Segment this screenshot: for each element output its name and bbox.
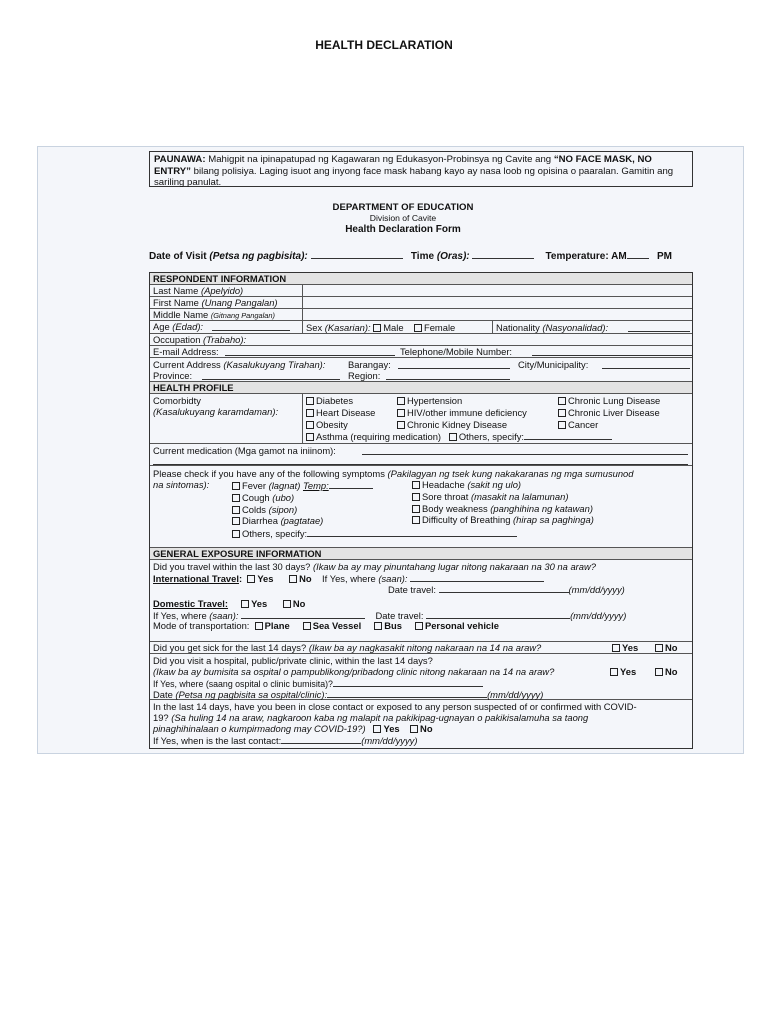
others-field[interactable] — [524, 430, 612, 440]
last-name-label: Last Name (Apelyido) — [153, 285, 244, 296]
comorbidity-label-local: (Kasalukuyang karamdaman): — [153, 406, 279, 417]
sex-group: Sex (Kasarian): Male Female — [306, 322, 456, 333]
nationality-label: Nationality (Nasyonalidad): — [496, 322, 609, 333]
checkbox[interactable] — [655, 644, 663, 652]
contact-no-checkbox[interactable] — [410, 725, 418, 733]
notice-emphasis: “NO FACE MASK, NO ENTRY” — [154, 154, 652, 177]
international-travel-row: International Travel: Yes No If Yes, where (saan): — [153, 572, 544, 584]
org-name: DEPARTMENT OF EDUCATION — [332, 202, 474, 213]
visit-date-label: Date of Visit — [149, 251, 207, 262]
obesity-option[interactable]: Obesity — [306, 419, 612, 431]
checkbox[interactable] — [397, 409, 405, 417]
personal-vehicle-checkbox[interactable] — [415, 622, 423, 630]
symptoms-intro-2: na sintomas): — [153, 479, 210, 490]
diarrhea-option[interactable]: Diarrhea (pagtatae) — [232, 515, 517, 527]
page-title: HEALTH DECLARATION — [315, 38, 453, 52]
hospital-yes-option[interactable]: Yes — [610, 666, 636, 677]
health-section-title: HEALTH PROFILE — [153, 382, 234, 393]
travel-question: Did you travel within the last 30 days? (Ikaw ba ay may pinuntahang lugar nitong nakaraan na 30 na araw? — [153, 561, 596, 572]
hiv-option[interactable]: HIV/other immune deficiency — [397, 407, 527, 419]
hospital-date-row: Date (Petsa ng pagbisita sa ospital/clinic): (mm/dd/yyyy) — [153, 689, 544, 700]
domestic-where-field[interactable] — [241, 609, 365, 619]
medication-label: Current medication (Mga gamot na iniinom): — [153, 445, 336, 456]
intl-where-field[interactable] — [410, 572, 544, 582]
occupation-field[interactable] — [260, 334, 688, 345]
divider — [302, 309, 303, 320]
fever-option[interactable]: Fever (lagnat) Temp: — [232, 479, 517, 492]
contact-exposure-row — [150, 700, 692, 748]
transport-row: Mode of transportation: Plane Sea Vessel Bus Personal vehicle — [153, 620, 499, 631]
contact-question: In the last 14 days, have you been in close contact or exposed to any person suspected of or confirmed with COVID- — [153, 701, 637, 712]
checkbox[interactable] — [558, 397, 566, 405]
region-label: Region: — [348, 370, 381, 381]
checkbox[interactable] — [397, 421, 405, 429]
division-name: Division of Cavite — [369, 213, 437, 223]
travel-row — [150, 560, 692, 642]
lung-disease-option[interactable]: Chronic Lung Disease — [558, 395, 660, 407]
divider — [492, 321, 493, 333]
temperature-label: Temperature: AM — [545, 251, 627, 262]
city-field[interactable] — [602, 359, 690, 369]
comorbidity-col-2 — [397, 395, 527, 430]
hospital-question: Did you visit a hospital, public/private clinic, within the last 14 days? — [153, 655, 433, 666]
form-sheet — [111, 147, 695, 751]
colds-option[interactable]: Colds (sipon) — [232, 504, 517, 516]
exposure-section-title: GENERAL EXPOSURE INFORMATION — [153, 548, 322, 559]
form-title: Health Declaration Form — [345, 224, 461, 235]
last-name-field[interactable] — [306, 285, 686, 296]
visit-row — [149, 249, 672, 263]
checkbox[interactable] — [610, 668, 618, 676]
sick-no-option[interactable]: No — [655, 642, 678, 653]
age-label: Age (Edad): — [153, 321, 204, 332]
cough-option[interactable]: Cough (ubo) — [232, 492, 517, 504]
domestic-travel-row: Domestic Travel: Yes No — [153, 598, 306, 609]
hospital-date-field[interactable] — [327, 688, 487, 698]
domestic-no-checkbox[interactable] — [283, 600, 291, 608]
checkbox[interactable] — [412, 516, 420, 524]
kidney-disease-option[interactable]: Chronic Kidney Disease — [397, 419, 527, 431]
checkbox[interactable] — [306, 421, 314, 429]
last-name-row — [150, 285, 692, 297]
email-field[interactable] — [225, 346, 395, 356]
respondent-section-title: RESPONDENT INFORMATION — [153, 273, 287, 284]
comorbidity-row — [150, 394, 692, 444]
nationality-field[interactable] — [628, 322, 690, 332]
sea-vessel-checkbox[interactable] — [303, 622, 311, 630]
symptoms-col-2 — [412, 479, 594, 526]
intl-yes-checkbox[interactable] — [247, 575, 255, 583]
transport-label: Mode of transportation: — [153, 620, 250, 631]
first-name-field[interactable] — [306, 297, 686, 308]
intl-date-field[interactable] — [439, 583, 569, 593]
divider — [302, 297, 303, 308]
email-label: E-mail Address: — [153, 346, 219, 357]
checkbox[interactable] — [412, 505, 420, 513]
middle-name-field[interactable] — [306, 309, 686, 320]
sick-yes-option[interactable]: Yes — [612, 642, 638, 653]
visit-time-field[interactable] — [472, 249, 534, 259]
diabetes-option[interactable]: Diabetes — [306, 395, 612, 407]
comorbidity-col-3 — [558, 395, 660, 430]
contact-question-3: pinaghihinalaan o kumpirmadong may COVID-19?) Yes No — [153, 723, 433, 734]
first-name-label: First Name (Unang Pangalan) — [153, 297, 278, 308]
liver-disease-option[interactable]: Chronic Liver Disease — [558, 407, 660, 419]
checkbox[interactable] — [612, 644, 620, 652]
hospital-where-row: If Yes, where (saang ospital o clinic bumisita)? — [153, 677, 483, 689]
cancer-option[interactable]: Cancer — [558, 419, 660, 431]
intl-date-row: Date travel: (mm/dd/yyyy) — [388, 584, 625, 595]
breathing-option[interactable]: Difficulty of Breathing (hirap sa paghinga) — [412, 514, 594, 526]
phone-label: Telephone/Mobile Number: — [400, 346, 513, 357]
intl-no-checkbox[interactable] — [289, 575, 297, 583]
hospital-where-field[interactable] — [333, 677, 483, 687]
region-field[interactable] — [386, 370, 510, 380]
barangay-label: Barangay: — [348, 359, 391, 370]
visit-time-label-local: (Oras): — [436, 251, 470, 262]
notice-text-a: Mahigpit na ipinapatupad ng Kagawaran ng Edukasyon-Probinsya ng Cavite ang — [205, 154, 554, 165]
international-travel-label: International Travel — [153, 573, 239, 584]
medication-field-2[interactable] — [153, 455, 688, 465]
male-checkbox[interactable] — [373, 324, 381, 332]
first-name-row — [150, 297, 692, 309]
hospital-row — [150, 654, 692, 700]
contact-question-2: 19? (Sa huling 14 na araw, nagkaroon kaba ng malapit na pakikipag-ugnayan o pakikisalamuha sa taong — [153, 712, 589, 723]
middle-name-row — [150, 309, 692, 321]
visit-time-label: Time — [410, 251, 435, 262]
checkbox[interactable] — [558, 409, 566, 417]
checkbox[interactable] — [412, 493, 420, 501]
occupation-label: Occupation (Trabaho): — [153, 334, 247, 345]
others-label: Others, specify: — [458, 431, 525, 443]
phone-field[interactable] — [532, 346, 692, 356]
checkbox[interactable] — [232, 494, 240, 502]
form-table — [149, 272, 693, 749]
domestic-yes-checkbox[interactable] — [241, 600, 249, 608]
temperature-am-field[interactable] — [627, 249, 649, 259]
plane-checkbox[interactable] — [255, 622, 263, 630]
middle-name-label: Middle Name (Gitnang Pangalan) — [153, 309, 275, 320]
hospital-no-option[interactable]: No — [655, 666, 678, 677]
others-checkbox[interactable] — [449, 433, 457, 441]
age-sex-row — [150, 321, 692, 334]
notice-text-b: bilang polisiya. Laging isuot ang inyong face mask habang kayo ay nasa loob ng opisina o paaralan. Gamitin ang sariling panulat. — [154, 165, 674, 189]
comorbidity-label: Comorbidty — [153, 395, 201, 406]
contact-yes-checkbox[interactable] — [373, 725, 381, 733]
sick-row — [150, 642, 692, 654]
notice-box — [149, 151, 693, 187]
checkbox[interactable] — [232, 482, 240, 490]
checkbox[interactable] — [412, 481, 420, 489]
address-label: Current Address (Kasalukuyang Tirahan): — [153, 359, 326, 370]
female-checkbox[interactable] — [414, 324, 422, 332]
contact-row — [150, 346, 692, 358]
domestic-where-row: If Yes, where (saan): Date travel: (mm/dd/yyyy) — [153, 610, 627, 621]
divider — [302, 285, 303, 296]
contact-when-row: If Yes, when is the last contact: (mm/dd/yyyy) — [153, 735, 418, 746]
heart-disease-option[interactable]: Heart Disease — [306, 407, 612, 419]
male-label: Male — [383, 322, 404, 333]
contact-when-field[interactable] — [281, 734, 361, 744]
female-label: Female — [423, 322, 456, 333]
sore-throat-option[interactable]: Sore throat (masakit na lalamunan) — [412, 491, 594, 503]
age-field[interactable] — [212, 321, 290, 331]
checkbox[interactable] — [306, 397, 314, 405]
scanned-form-image — [37, 146, 744, 754]
checkbox[interactable] — [232, 517, 240, 525]
body-weakness-option[interactable]: Body weakness (panghihina ng katawan) — [412, 503, 594, 515]
hypertension-option[interactable]: Hypertension — [397, 395, 527, 407]
address-row — [150, 358, 692, 382]
checkbox[interactable] — [558, 421, 566, 429]
symptoms-row — [150, 466, 692, 548]
divider — [302, 321, 303, 333]
bus-checkbox[interactable] — [374, 622, 382, 630]
domestic-travel-label: Domestic Travel: — [153, 598, 229, 609]
checkbox[interactable] — [655, 668, 663, 676]
symptom-others-field[interactable] — [307, 527, 517, 537]
temp-field[interactable] — [329, 479, 373, 489]
checkbox[interactable] — [306, 409, 314, 417]
visit-date-label-local: (Petsa ng pagbisita): — [209, 251, 308, 262]
divider — [302, 394, 303, 443]
notice-label: PAUNAWA: — [154, 154, 206, 165]
domestic-date-label: Date travel: — [375, 610, 424, 621]
hospital-question-local: (Ikaw ba ay bumisita sa ospital o pampublikong/pribadong clinic nitong nakaraan na 14 na araw? — [153, 666, 555, 677]
province-field[interactable] — [202, 370, 340, 380]
headache-option[interactable]: Headache (sakit ng ulo) — [412, 479, 594, 491]
temperature-pm-label: PM — [657, 251, 672, 262]
visit-date-field[interactable] — [311, 249, 403, 259]
checkbox[interactable] — [232, 530, 240, 538]
health-section-header — [150, 382, 692, 394]
checkbox[interactable] — [397, 397, 405, 405]
respondent-section-header — [150, 273, 692, 285]
province-label: Province: — [153, 370, 193, 381]
domestic-date-field[interactable] — [426, 609, 570, 619]
occupation-row — [150, 334, 692, 346]
symptom-others-option[interactable]: Others, specify: — [232, 527, 517, 540]
asthma-option[interactable]: Asthma (requiring medication) Others, specify: — [306, 430, 612, 443]
medication-row — [150, 444, 692, 466]
city-label: City/Municipality: — [518, 359, 589, 370]
exposure-section-header — [150, 548, 692, 560]
barangay-field[interactable] — [398, 359, 510, 369]
checkbox[interactable] — [306, 433, 314, 441]
sick-question: Did you get sick for the last 14 days? (Ikaw ba ay nagkasakit nitong nakaraan na 14 na araw? — [153, 642, 542, 653]
checkbox[interactable] — [232, 506, 240, 514]
medication-field[interactable] — [362, 445, 688, 455]
intl-date-label: Date travel: — [388, 584, 436, 595]
symptoms-intro: Please check if you have any of the following symptoms (Pakilagyan ng tsek kung nakakaranas ng mga sumusunod — [153, 468, 634, 479]
